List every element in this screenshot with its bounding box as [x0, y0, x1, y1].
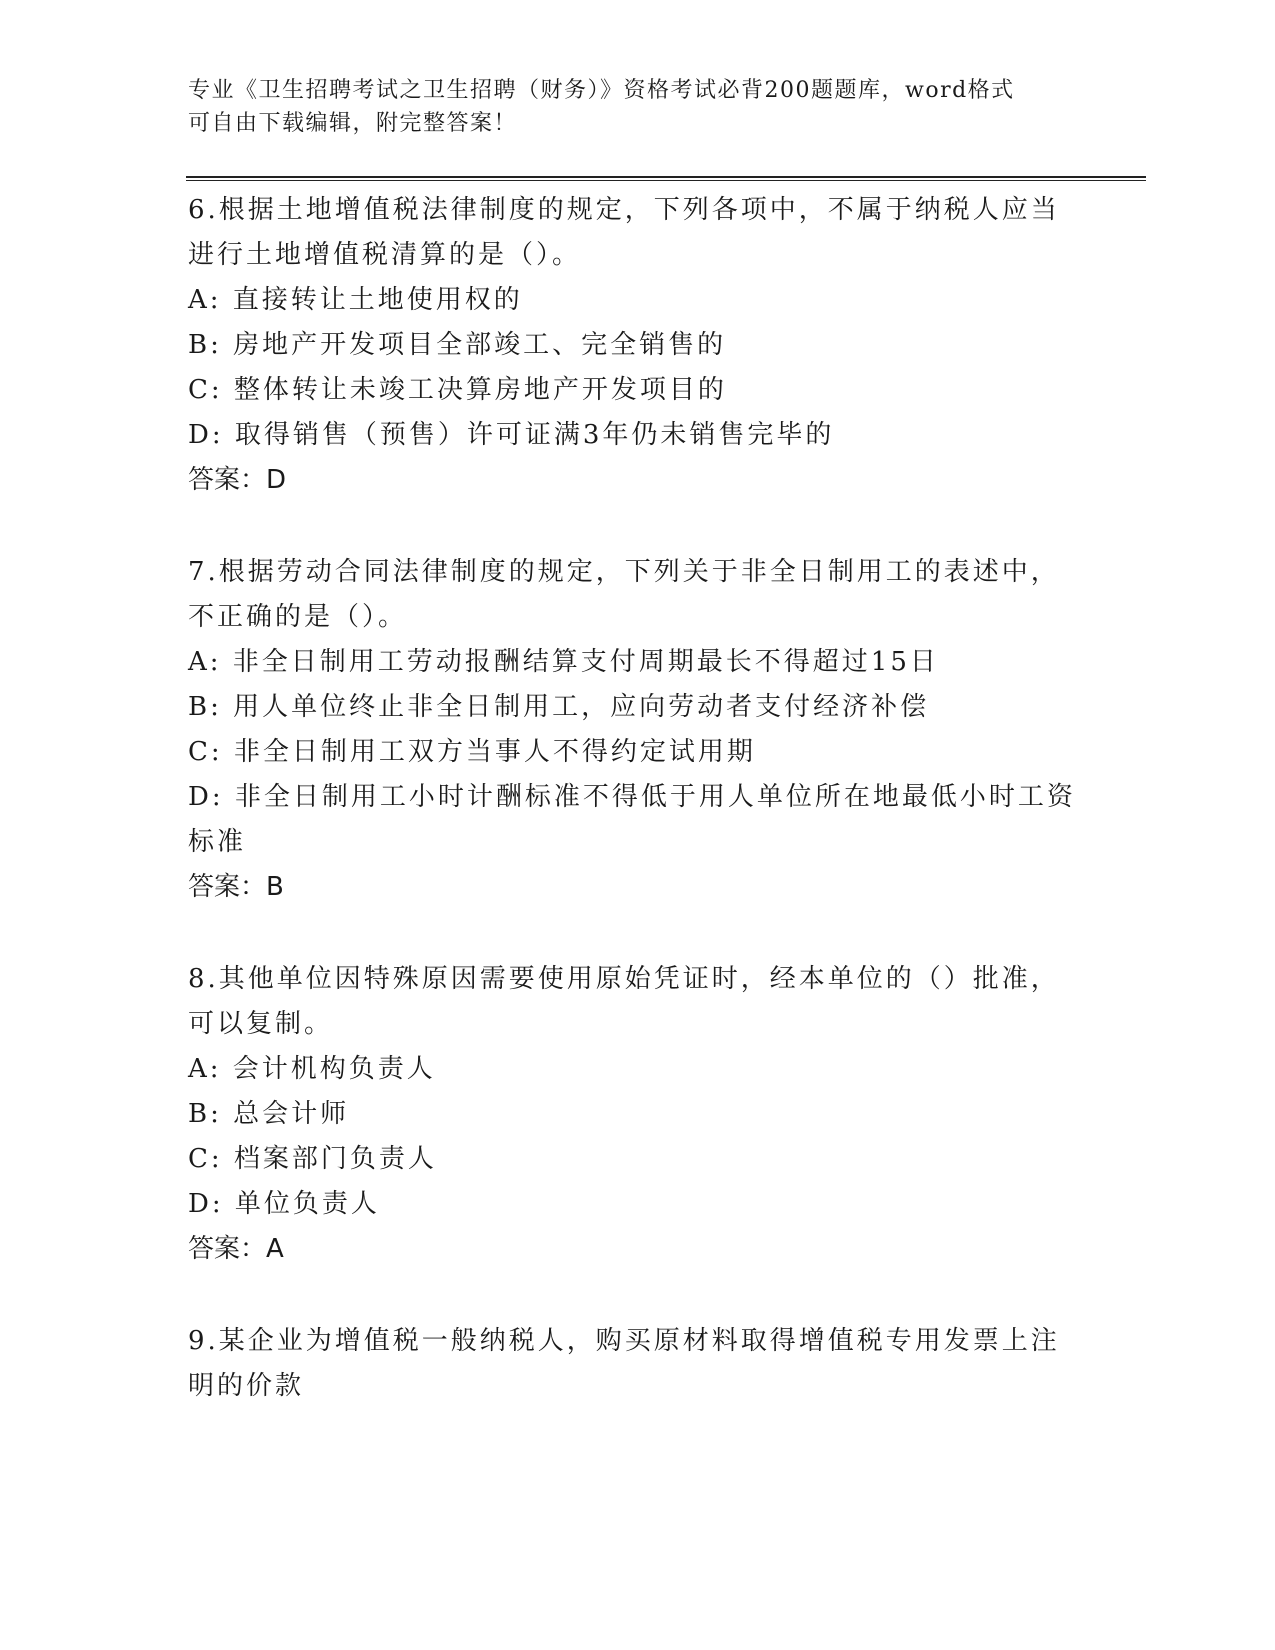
question-stem: 9.某企业为增值税一般纳税人，购买原材料取得增值税专用发票上注: [188, 1326, 1060, 1356]
question-spacer: [188, 910, 1088, 957]
header-title-line-1: 专业《卫生招聘考试之卫生招聘（财务）》资格考试必背200题题库，word格式: [188, 78, 1015, 103]
question-8: [188, 957, 1088, 1272]
answer-label: 答案：A: [188, 1234, 284, 1264]
option-c: C: 档案部门负责人: [188, 1144, 437, 1174]
question-stem: 明的价款: [188, 1371, 305, 1401]
option-a: A: 会计机构负责人: [188, 1054, 436, 1084]
option-b: B: 房地产开发项目全部竣工、完全销售的: [188, 330, 727, 360]
option-a: A: 直接转让土地使用权的: [188, 285, 523, 315]
answer-label: 答案：D: [188, 465, 287, 495]
answer-label: 答案：B: [188, 872, 284, 902]
document-header: [188, 74, 1088, 140]
option-a: A: 非全日制用工劳动报酬结算支付周期最长不得超过15日: [188, 647, 939, 677]
option-d-continuation: 标准: [188, 827, 247, 857]
option-b: B: 用人单位终止非全日制用工，应向劳动者支付经济补偿: [188, 692, 930, 722]
question-stem: 6.根据土地增值税法律制度的规定，下列各项中，不属于纳税人应当: [188, 195, 1060, 225]
question-stem: 可以复制。: [188, 1009, 334, 1039]
option-d: D: 取得销售（预售）许可证满3年仍未销售完毕的: [188, 420, 835, 450]
question-stem: 8.其他单位因特殊原因需要使用原始凭证时，经本单位的（）批准，: [188, 964, 1060, 994]
question-stem: 进行土地增值税清算的是（）。: [188, 240, 582, 270]
header-title-line-2: 可自由下载编辑，附完整答案！: [188, 111, 518, 136]
question-stem: 7.根据劳动合同法律制度的规定，下列关于非全日制用工的表述中，: [188, 557, 1060, 587]
question-9: [188, 1319, 1088, 1409]
option-c: C: 非全日制用工双方当事人不得约定试用期: [188, 737, 756, 767]
option-d: D: 非全日制用工小时计酬标准不得低于用人单位所在地最低小时工资: [188, 782, 1076, 812]
question-6: [188, 188, 1088, 503]
question-list: [188, 188, 1088, 1409]
question-spacer: [188, 503, 1088, 550]
header-divider: [186, 176, 1146, 181]
question-stem: 不正确的是（）。: [188, 602, 408, 632]
question-spacer: [188, 1272, 1088, 1319]
option-c: C: 整体转让未竣工决算房地产开发项目的: [188, 375, 727, 405]
option-b: B: 总会计师: [188, 1099, 350, 1129]
option-d: D: 单位负责人: [188, 1189, 380, 1219]
question-7: [188, 550, 1088, 910]
